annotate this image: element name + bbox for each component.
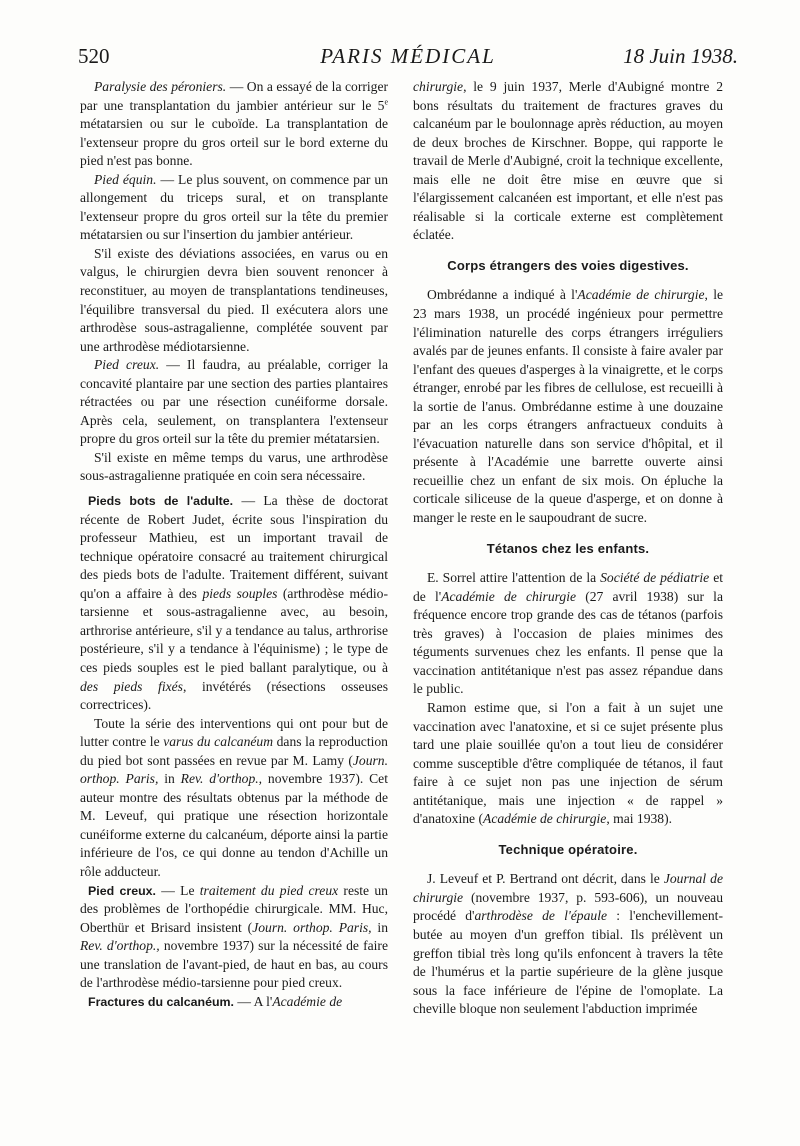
issue-date: 18 Juin 1938. — [623, 44, 738, 68]
paragraph-fractures-calcaneum: Fractures du calcanéum. — A l'Académie de — [88, 993, 343, 1009]
paragraph-ramon: Ramon estime que, si l'on a fait à un sujet une vaccination avec l'anatoxine, et si ce sujet présente plus tard une plaie souillée qu'on a tout lieu de considérer comme susceptible d'être compliquée de tétanos, il faut faire à ce sujet non pas une injection de sérum antitétanique, mais une injection « de rappel » d'anatoxine (Académie de chirurgie, mai 1938). — [413, 699, 723, 827]
bold-heading: Fractures du calcanéum. — [88, 994, 234, 1009]
run-in-label: Pied creux. — [94, 357, 160, 373]
bold-heading: Pied creux. — [88, 883, 156, 898]
paragraph-varus-calcaneum: Toute la série des interventions qui ont pour but de lutter contre le varus du calcanéum dans la reproduction du pied bot sont passées en revue par M. Lamy (Journ. orthop. Paris, in Rev. d'orthop., novembre 1937). Cet auteur montre des résultats obtenus par la méthode de M. Leveuf, qui pratique une résection horizontale cunéiforme externe du calcanéum, déporte ainsi la partie inférieure de l'os, ce qui donne au tendon d'Achille un rôle adducteur. — [80, 715, 388, 879]
section-heading-corps-etrangers: Corps étrangers des voies digestives. — [447, 257, 689, 273]
paragraph-pieds-bots-adulte: Pieds bots de l'adulte. — La thèse de doctorat récente de Robert Judet, écrite sous l'inspiration du professeur Mathieu, est un important travail de technique opératoire consacré au traitement chirurgical des pieds bots de l'adulte. Traitement différent, suivant qu'on a affaire à des pieds souples (arthrodèse médio-tarsienne et sous-astragalienne avec, au besoin, arthrorise antérieure, s'il y a tendance au talus, arthrorise postérieure, s'il y a tendance à l'équinisme) ; le type de ces pieds souples est le pied ballant paralytique, ou à des pieds fixés, invétérés (résections osseuses correctrices). — [80, 493, 389, 713]
paragraph-paralysie: Paralysie des péroniers. — On a essayé de la corriger par une transplantation du jambier antérieur sur le 5e métatarsien ou sur le cuboïde. La transplantation de l'extenseur propre du gros orteil sur le bord externe du pied n'est pas bonne. — [80, 79, 389, 169]
journal-title: PARIS MÉDICAL — [320, 44, 496, 68]
paragraph-varus: S'il existe en même temps du varus, une arthrodèse sous-astragalienne pratiquée en coin sera nécessaire. — [80, 449, 388, 484]
right-column — [413, 78, 723, 1019]
section-heading-technique: Technique opératoire. — [498, 841, 638, 857]
bold-heading: Pieds bots de l'adulte. — [88, 494, 234, 509]
paragraph-sorrel: E. Sorrel attire l'attention de la Société de pédiatrie et de l'Académie de chirurgie (27 avril 1938) sur la fréquence encore trop grande des cas de tétanos (parfois très graves) à l'occasion de plaies minimes des téguments survenues chez les enfants. Il pense que la vaccination antitétanique n'est pas assez répandue dans le public. — [413, 570, 723, 697]
run-in-label: Pied équin. — [94, 171, 157, 187]
running-header — [78, 44, 738, 70]
paragraph-pied-equin: Pied équin. — Le plus souvent, on commence par un allongement du triceps sural, et on transplante l'extenseur propre du gros orteil sur la tête du premier métatarsien ou sur l'insertion du jambier antérieur. — [80, 171, 388, 243]
left-column — [80, 78, 388, 1011]
paragraph-fractures-cont: chirurgie, le 9 juin 1937, Merle d'Aubigné montre 2 bons résultats du traitement de fractures graves du calcanéum par le boulonnage après réduction, au moyen de deux broches de Kirschner. Boppe, qui rapporte le travail de Merle d'Aubigné, croit la technique excellente, mais elle ne doit être mise en œuvre que si l'élargissement calcanéen est important, et elle n'est pas réalisable si la corticale externe est complètement éclatée. — [413, 79, 723, 243]
page-number: 520 — [78, 44, 110, 68]
paragraph-leveuf-bertrand: J. Leveuf et P. Bertrand ont décrit, dans le Journal de chirurgie (novembre 1937, p. 593-606), un nouveau procédé d'arthrodèse de l'épaule : l'enchevillement-butée au moyen d'un greffon tibial. Ils prélèvent un greffon tibial très long qu'ils enfoncent à travers la tête de l'humérus et la partie supérieure de la glène jusque sous la face inférieure de l'épine de l'omoplate. La cheville bloque non seulement l'abduction imprimée — [413, 871, 723, 1017]
paragraph-ombredanne: Ombrédanne a indiqué à l'Académie de chirurgie, le 23 mars 1938, un procédé ingénieux pour permettre l'élimination naturelle des corps étrangers irréguliers avalés par de jeunes enfants. Il consiste à faire avaler par l'enfant des queues d'asperges à la vinaigrette, et le corps étranger, enrobé par les fibres de cellulose, est recueilli à la sortie de l'anus. Ombrédanne estime à une douzaine par an les corps étrangers anfractueux conduits à l'évacuation naturelle dans son service d'hôpital, et il présente à l'Académie une barrette ouverte ainsi recueillie chez un enfant de six mois. On épluche la corticale siliceuse de la queue d'asperge, et on donne à manger le reste en le saupoudrant de sucre. — [413, 287, 724, 526]
run-in-label: Paralysie des péroniers. — [94, 79, 227, 94]
paragraph-deviations: S'il existe des déviations associées, en varus ou en valgus, le chirurgien devra bien souvent renoncer à reconstituer, au moyen de transplantations tendineuses, l'équilibre transversal du pied. Il exécutera alors une arthrodèse sous-astragalienne, complétée souvent par une arthrodèse médiotarsienne. — [80, 245, 388, 354]
paragraph-pied-creux: Pied creux. — Il faudra, au préalable, corriger la concavité plantaire par une section des parties plantaires rétractées ou par une résection cunéiforme dorsale. Après cela, seulement, on transplantera l'extenseur propre du gros orteil sur la tête du premier métatarsien. — [80, 357, 388, 447]
paragraph-pied-creux-bold: Pied creux. — Le traitement du pied creux reste un des problèmes de l'orthopédie chirurgicale. MM. Huc, Oberthür et Brisard insistent (Journ. orthop. Paris, in Rev. d'orthop., novembre 1937) sur la nécessité de faire une translation de l'avant-pied, de haut en bas, au cours de l'arthrodèse médio-tarsienne pour pied creux. — [80, 882, 388, 991]
section-heading-tetanos: Tétanos chez les enfants. — [486, 540, 650, 556]
